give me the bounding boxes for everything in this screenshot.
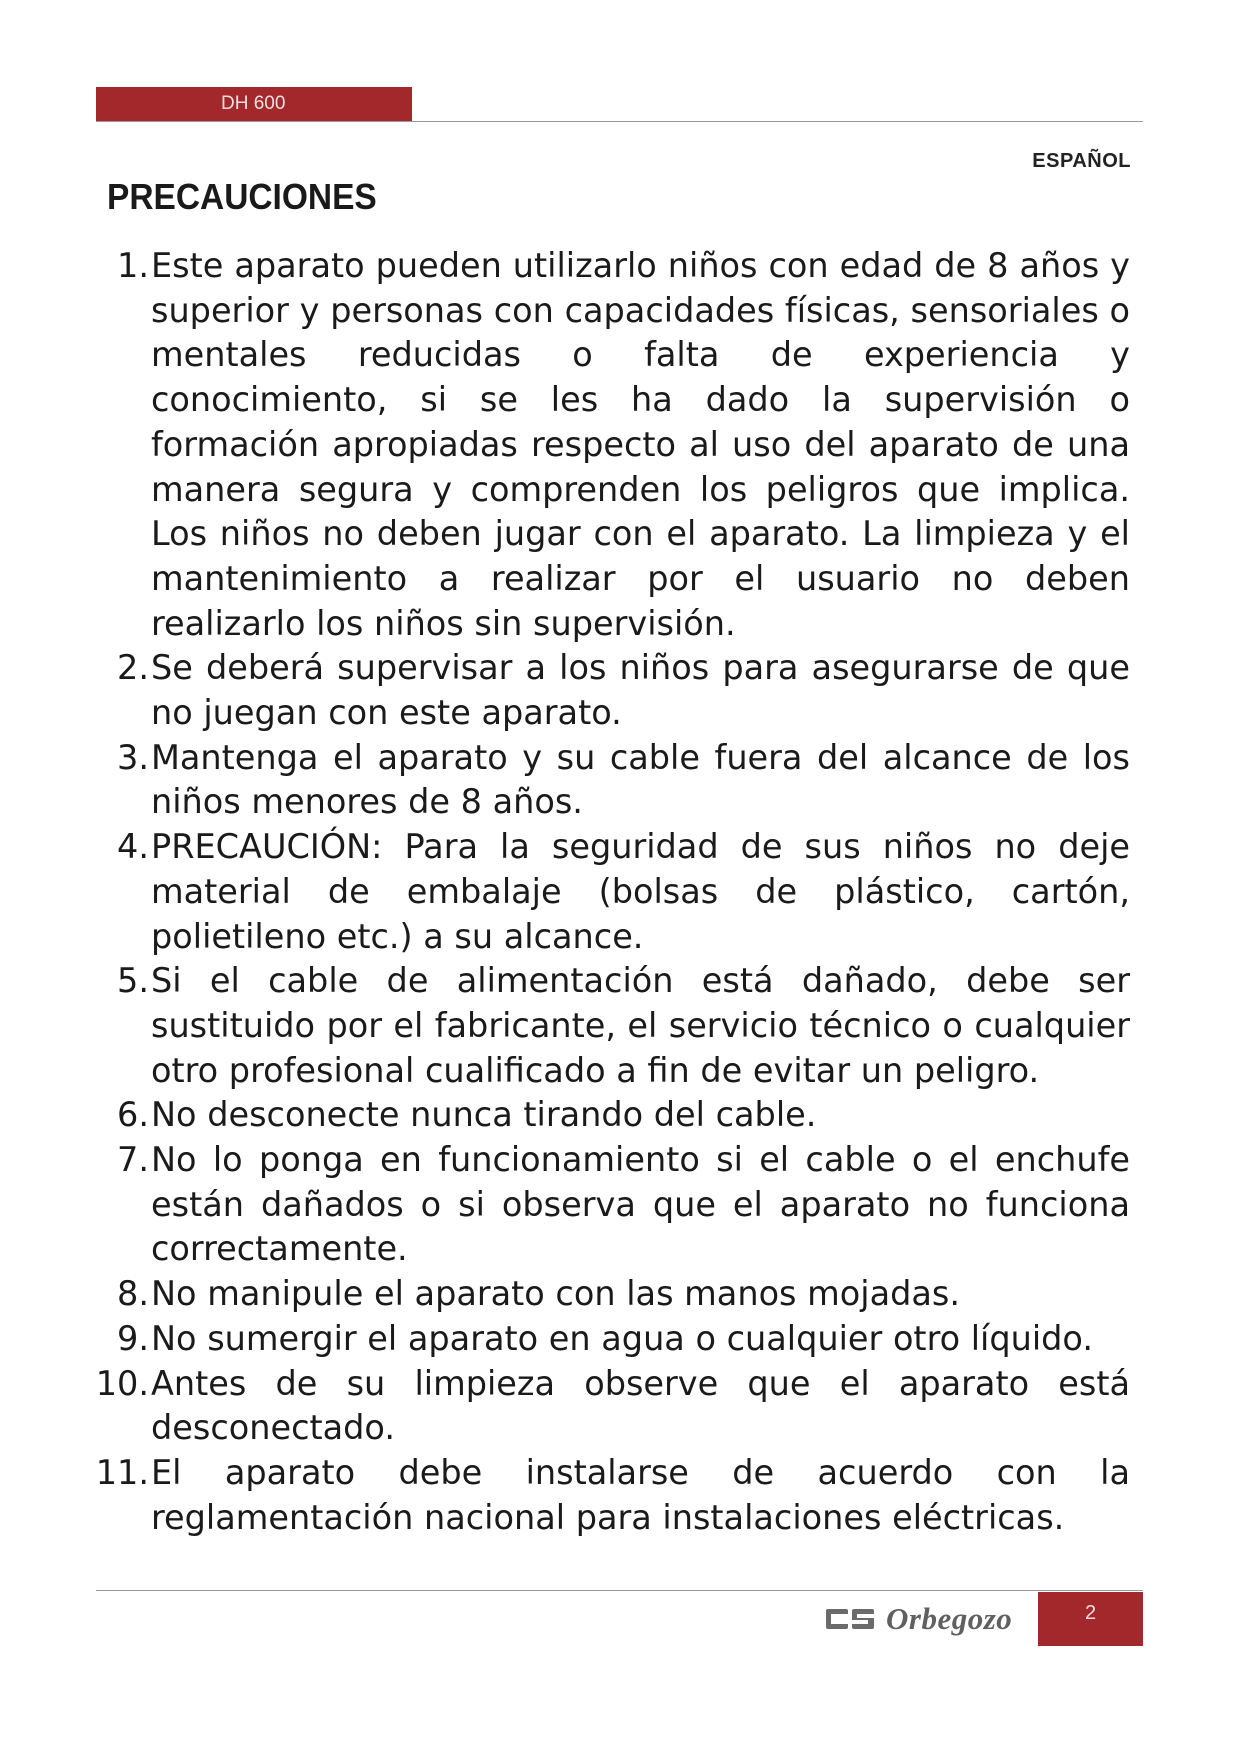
- list-item: [76, 736, 1130, 825]
- list-item: [76, 646, 1130, 735]
- item-number: 11.: [95, 1452, 149, 1492]
- list-item: [76, 959, 1130, 1093]
- brand-name: Orbegozo: [886, 1601, 1013, 1636]
- item-text: No lo ponga en funcionamiento si el cable o el enchufe están dañados o si observa que el aparato no funciona correctamente.: [151, 1140, 1130, 1269]
- model-tab: [96, 87, 412, 121]
- list-item: [76, 1317, 1130, 1362]
- item-text: Antes de su limpieza observe que el aparato está desconectado.: [151, 1363, 1130, 1448]
- list-item: [76, 1138, 1130, 1272]
- item-number: 3.: [117, 737, 149, 777]
- header-divider: [96, 121, 1143, 122]
- item-number: 5.: [117, 961, 149, 1001]
- brand-mark-icon: [826, 1606, 874, 1632]
- list-item: [76, 244, 1130, 646]
- footer-divider: [96, 1590, 1143, 1591]
- item-number: 9.: [117, 1318, 149, 1358]
- item-number: 8.: [117, 1274, 149, 1314]
- item-text: El aparato debe instalarse de acuerdo con la reglamentación nacional para instalaciones eléctricas.: [151, 1452, 1130, 1537]
- item-text: Mantenga el aparato y su cable fuera del alcance de los niños menores de 8 años.: [151, 737, 1130, 822]
- item-text: No sumergir el aparato en agua o cualquier otro líquido.: [151, 1318, 1093, 1358]
- page-number-box: [1038, 1592, 1143, 1646]
- language-label: ESPAÑOL: [1032, 150, 1131, 172]
- brand-logo: [826, 1603, 1012, 1635]
- list-item: [76, 1362, 1130, 1451]
- precautions-list: [76, 244, 1130, 1540]
- item-text: PRECAUCIÓN: Para la seguridad de sus niños no deje material de embalaje (bolsas de plástico, cartón, polietileno etc.) a su alcance.: [151, 827, 1130, 956]
- item-text: No manipule el aparato con las manos mojadas.: [151, 1274, 961, 1314]
- item-text: No desconecte nunca tirando del cable.: [151, 1095, 817, 1135]
- list-item: [76, 1093, 1130, 1138]
- list-item: [76, 825, 1130, 959]
- item-text: Este aparato pueden utilizarlo niños con edad de 8 años y superior y personas con capacidades físicas, sensoriales o mentales reducidas o falta de experiencia y conocimiento, si se les ha dado la supervisión o formación apropiadas respecto al uso del aparato de una manera segura y comprenden los peligros que implica. Los niños no deben jugar con el aparato. La limpieza y el mantenimiento a realizar por el usuario no deben realizarlo los niños sin supervisión.: [151, 246, 1130, 643]
- page-number: 2: [1084, 1602, 1097, 1624]
- model-label: DH 600: [221, 93, 286, 114]
- item-number: 4.: [117, 827, 149, 867]
- list-item: [76, 1272, 1130, 1317]
- item-number: 7.: [117, 1140, 149, 1180]
- item-number: 2.: [117, 648, 149, 688]
- item-text: Si el cable de alimentación está dañado, debe ser sustituido por el fabricante, el servicio técnico o cualquier otro profesional cualificado a fin de evitar un peligro.: [151, 961, 1130, 1090]
- item-text: Se deberá supervisar a los niños para asegurarse de que no juegan con este aparato.: [151, 648, 1130, 733]
- item-number: 6.: [117, 1095, 149, 1135]
- item-number: 10.: [95, 1363, 149, 1403]
- list-item: [76, 1451, 1130, 1540]
- item-number: 1.: [117, 246, 149, 285]
- page-title: PRECAUCIONES: [107, 176, 377, 217]
